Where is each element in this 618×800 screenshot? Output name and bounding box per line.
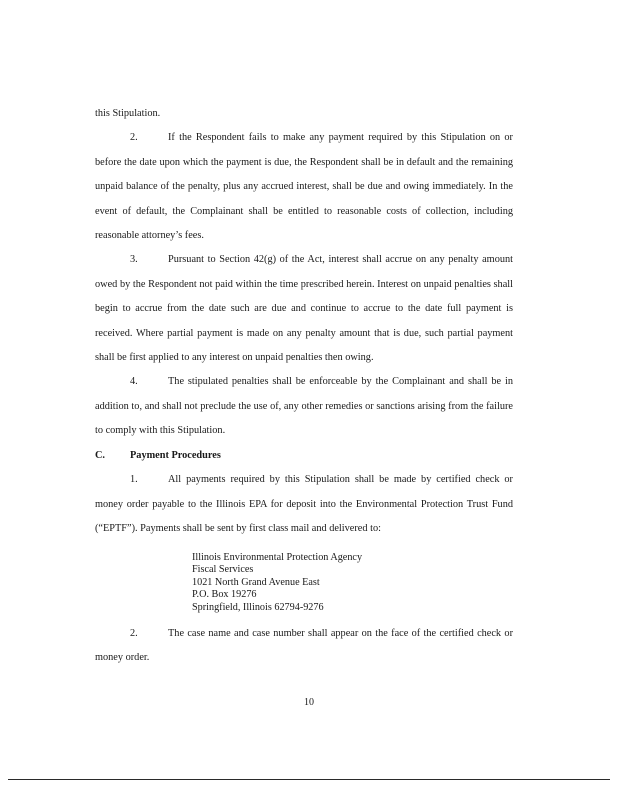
paragraph-c1-number: 1. — [130, 474, 138, 486]
address-line-4: P.O. Box 19276 — [192, 589, 257, 601]
paragraph-2 — [95, 126, 513, 248]
paragraph-4-number: 4. — [130, 376, 138, 388]
paragraph-c2-text: The case name and case number shall appear on the face of the certified check or money order. — [95, 628, 513, 664]
section-c-letter: C. — [95, 449, 106, 461]
paragraph-c2-number: 2. — [130, 628, 138, 639]
section-c-heading — [95, 444, 513, 468]
paragraph-3 — [95, 248, 513, 370]
paragraph-c2 — [95, 622, 513, 671]
paragraph-4-text: The stipulated penalties shall be enforceable by the Complainant and shall be in addition to, and shall not preclude the use of, any other remedies or sanctions arising from the failure to comply with this Stipulation. — [95, 376, 513, 437]
address-line-5: Springfield, Illinois 62794-9276 — [192, 601, 324, 613]
address-line-1: Illinois Environmental Protection Agency — [192, 552, 363, 563]
bottom-rule — [8, 779, 610, 780]
paragraph-c1-text: All payments required by this Stipulation shall be made by certified check or money order payable to the Illinois EPA for deposit into the Environmental Protection Trust Fund (“EPTF”). Payments shall be sent by first class mail and delivered to: — [95, 474, 513, 534]
mailing-address — [192, 552, 362, 614]
paragraph-3-number: 3. — [130, 254, 138, 266]
page-number: 10 — [304, 697, 314, 708]
carryover-line: this Stipulation. — [95, 108, 161, 119]
body-text-upper — [95, 102, 513, 541]
paragraph-3-text: Pursuant to Section 42(g) of the Act, interest shall accrue on any penalty amount owed by the Respondent not paid within the time prescribed herein. Interest on unpaid penalties shall begin to accrue from the date such are due and continue to accrue to the date full payment is received. Where partial payment is made on any penalty amount that is due, such partial payment shall be first applied to any interest on unpaid penalties then owing. — [95, 254, 513, 364]
body-text-lower — [95, 622, 513, 671]
section-c-title: Payment Procedures — [130, 449, 221, 461]
paragraph-2-number: 2. — [130, 132, 138, 144]
paragraph-2-text: If the Respondent fails to make any payment required by this Stipulation on or before the date upon which the payment is due, the Respondent shall be in default and the remaining unpaid balance of the penalty, plus any accrued interest, shall be due and owing immediately. In the event of default, the Complainant shall be entitled to reasonable costs of collection, including reasonable attorney’s fees. — [95, 132, 513, 242]
address-line-2: Fiscal Services — [192, 564, 254, 576]
address-line-3: 1021 North Grand Avenue East — [192, 576, 320, 588]
paragraph-4 — [95, 370, 513, 443]
paragraph-c1 — [95, 468, 513, 541]
